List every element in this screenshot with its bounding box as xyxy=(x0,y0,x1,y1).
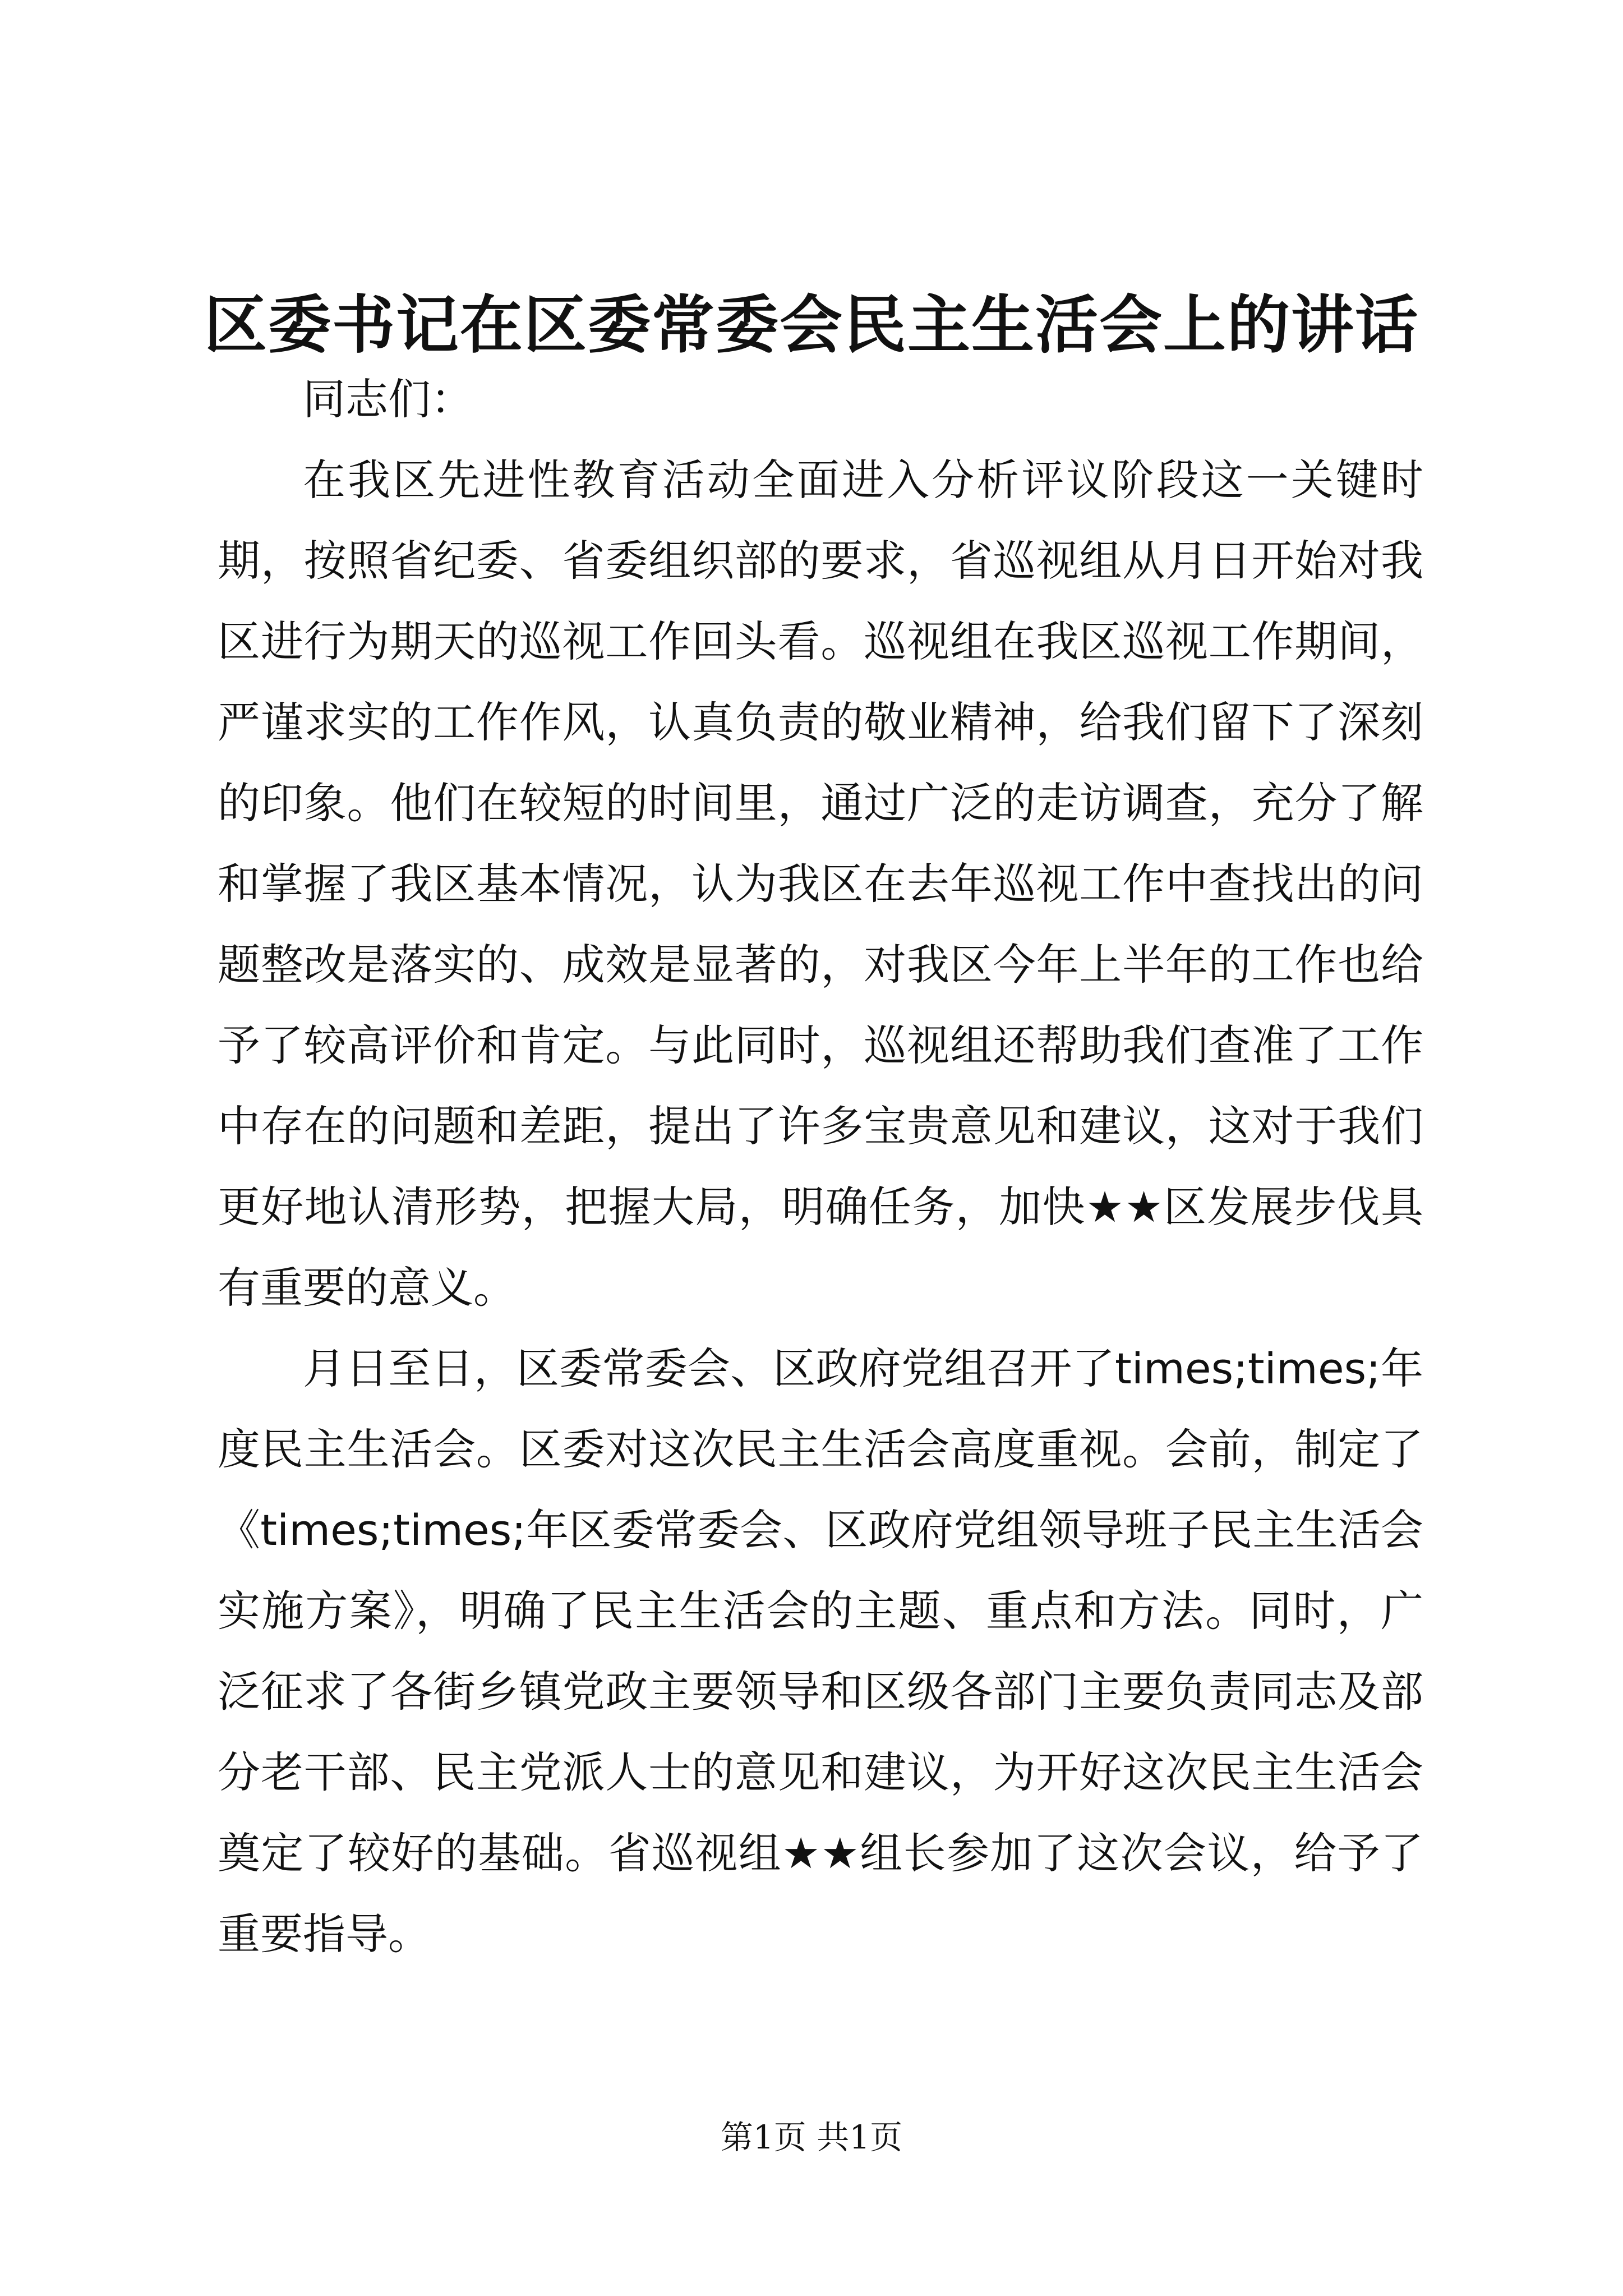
paragraph-2: 月日至日，区委常委会、区政府党组召开了times;times;年度民主生活会。区委对这次民主生活会高度重视。会前，制定了《times;times;年区委常委会、区政府党组领导班子民主生活会实施方案》，明确了民主生活会的主题、重点和方法。同时，广泛征求了各街乡镇党政主要领导和区级各部门主要负责同志及部分老干部、民主党派人士的意见和建议，为开好这次民主生活会奠定了较好的基础。省巡视组★★组长参加了这次会议，给予了重要指导。 xyxy=(218,1343,1423,1959)
document-body xyxy=(218,359,1423,1975)
document-title: 区委书记在区委常委会民主生活会上的讲话 xyxy=(204,288,1419,362)
paragraph-1: 在我区先进性教育活动全面进入分析评议阶段这一关键时期，按照省纪委、省委组织部的要求，省巡视组从月日开始对我区进行为期天的巡视工作回头看。巡视组在我区巡视工作期间，严谨求实的工作作风，认真负责的敬业精神，给我们留下了深刻的印象。他们在较短的时间里，通过广泛的走访调查，充分了解和掌握了我区基本情况，认为我区在去年巡视工作中查找出的问题整改是落实的、成效是显著的，对我区今年上半年的工作也给予了较高评价和肯定。与此同时，巡视组还帮助我们查准了工作中存在的问题和差距，提出了许多宝贵意见和建议，这对于我们更好地认清形势，把握大局，明确任务，加快★★区发展步伐具有重要的意义。 xyxy=(218,455,1423,1313)
salutation: 同志们： xyxy=(303,374,473,424)
page-footer: 第1页 共1页 xyxy=(720,2118,903,2156)
